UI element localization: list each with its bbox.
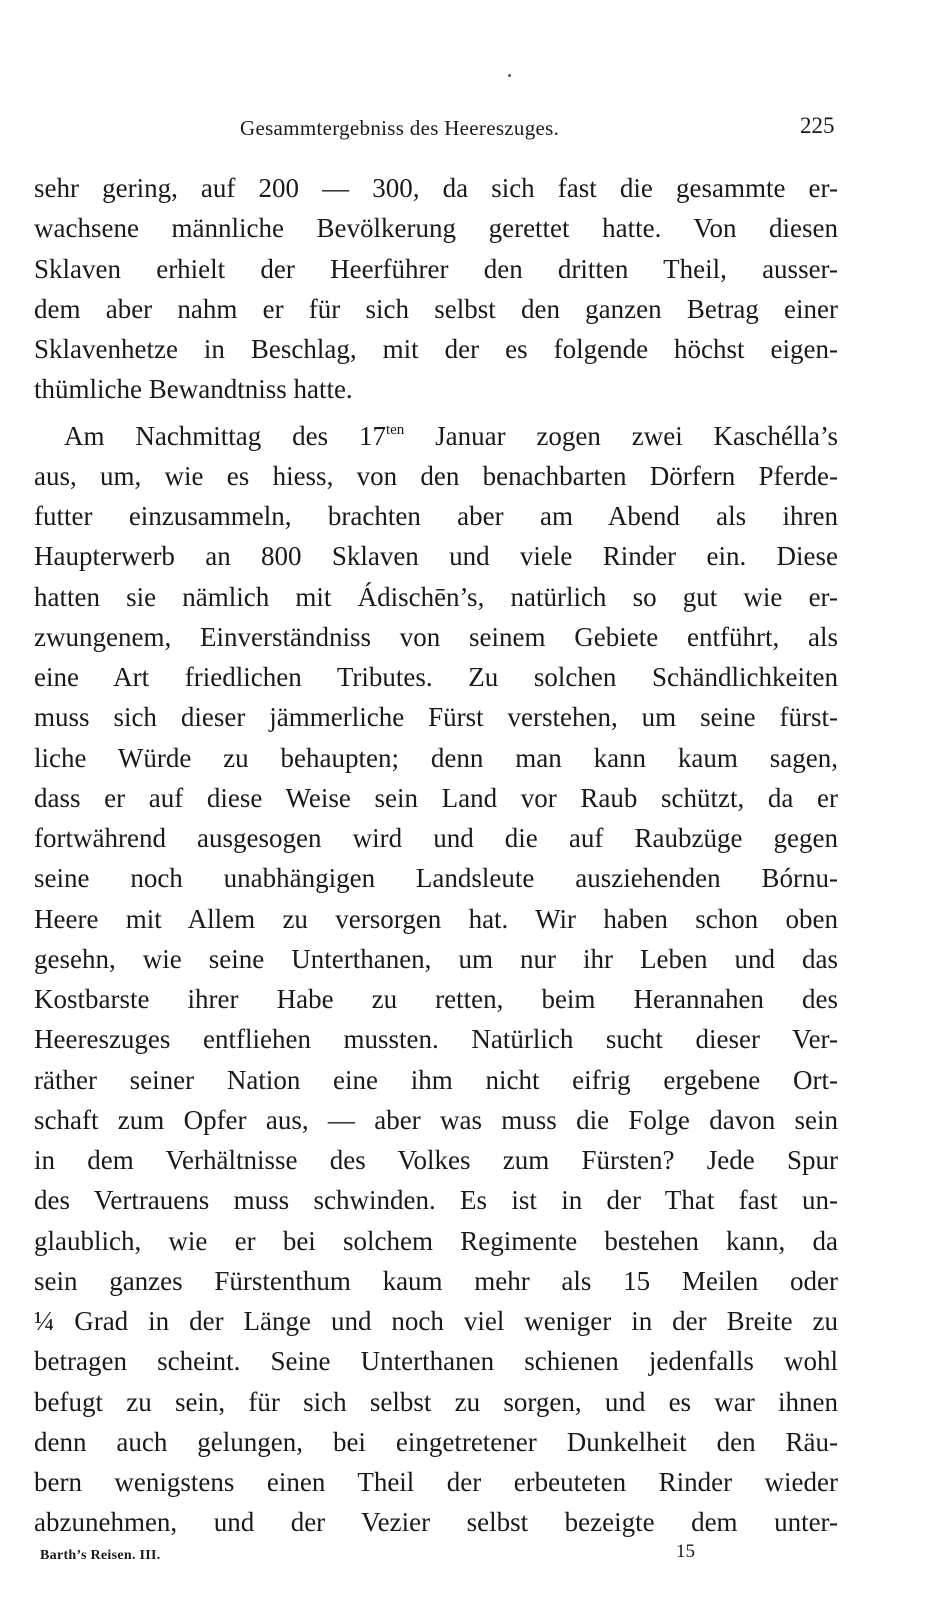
text-line: bern wenigstens einen Theil der erbeuteten Rinder wieder [34, 1467, 838, 1497]
text-line: befugt zu sein, für sich selbst zu sorgen, und es war ihnen [34, 1386, 838, 1417]
text-line: muss sich dieser jämmerliche Fürst verstehen, um seine fürst- [34, 702, 838, 733]
print-speck [508, 74, 511, 77]
superscript: ten [385, 421, 405, 438]
text-line: dass er auf diese Weise sein Land vor Raub schützt, da er [34, 782, 838, 813]
text-line: Sklavenhetze in Beschlag, mit der es folgende höchst eigen- [34, 334, 838, 364]
running-header: Gesammtergebniss des Heereszuges. [240, 116, 560, 140]
text-line: denn auch gelungen, bei eingetretener Dunkelheit den Räu- [34, 1426, 838, 1457]
text-line: liche Würde zu behaupten; denn man kann kaum sagen, [34, 742, 838, 773]
text-line: Heereszuges entfliehen mussten. Natürlich sucht dieser Ver- [34, 1024, 838, 1055]
text-line: betragen scheint. Seine Unterthanen schienen jedenfalls wohl [34, 1346, 838, 1377]
text-line: futter einzusammeln, brachten aber am Abend als ihren [34, 501, 838, 531]
text-line: ¼ Grad in der Länge und noch viel weniger in der Breite zu [34, 1306, 838, 1336]
printer-signature: 15 [676, 1541, 695, 1562]
text-line: sein ganzes Fürstenthum kaum mehr als 15 Meilen oder [34, 1265, 838, 1296]
text-line: des Vertrauens muss schwinden. Es ist in der That fast un- [34, 1185, 838, 1216]
text-line: zwungenem, Einverständniss von seinem Gebiete entführt, als [34, 621, 838, 652]
text-line: dem aber nahm er für sich selbst den ganzen Betrag einer [34, 293, 838, 324]
text-line: gesehn, wie seine Unterthanen, um nur ihr Leben und das [34, 943, 838, 974]
text-line: seine noch unabhängigen Landsleute ausziehenden Bórnu- [34, 863, 838, 894]
text-line: aus, um, wie es hiess, von den benachbarten Dörfern Pferde- [34, 460, 838, 491]
text-segment: Am Nachmittag des 17 [64, 420, 386, 451]
text-line: eine Art friedlichen Tributes. Zu solchen Schändlichkeiten [34, 662, 838, 692]
text-line: sehr gering, auf 200 — 300, da sich fast die gesammte er- [34, 173, 838, 203]
text-line: glaublich, wie er bei solchem Regimente bestehen kann, da [34, 1225, 838, 1256]
page-number: 225 [800, 113, 835, 138]
text-line: Haupterwerb an 800 Sklaven und viele Rinder ein. Diese [34, 541, 838, 572]
text-line: thümliche Bewandtniss hatte. [34, 374, 353, 405]
text-line: in dem Verhältnisse des Volkes zum Fürsten? Jede Spur [34, 1145, 838, 1175]
footer-book-title: Barth’s Reisen. III. [40, 1548, 161, 1563]
text-line: Sklaven erhielt der Heerführer den dritten Theil, ausser- [34, 253, 838, 284]
text-line: abzunehmen, und der Vezier selbst bezeigte dem unter- [34, 1507, 838, 1538]
text-line: hatten sie nämlich mit Ádischēn’s, natürlich so gut wie er- [34, 581, 838, 612]
text-line: fortwährend ausgesogen wird und die auf Raubzüge gegen [34, 823, 838, 853]
text-line: räther seiner Nation eine ihm nicht eifrig ergebene Ort- [34, 1064, 838, 1095]
body-text [34, 168, 838, 1543]
text-line: schaft zum Opfer aus, — aber was muss die Folge davon sein [34, 1104, 838, 1135]
paragraph-first-line [34, 416, 838, 456]
text-segment: Januar zogen zwei Kaschélla’s [404, 420, 839, 451]
text-line: wachsene männliche Bevölkerung gerettet hatte. Von diesen [34, 213, 838, 244]
text-line: Heere mit Allem zu versorgen hat. Wir haben schon oben [34, 903, 838, 934]
text-line: Kostbarste ihrer Habe zu retten, beim Herannahen des [34, 984, 838, 1014]
